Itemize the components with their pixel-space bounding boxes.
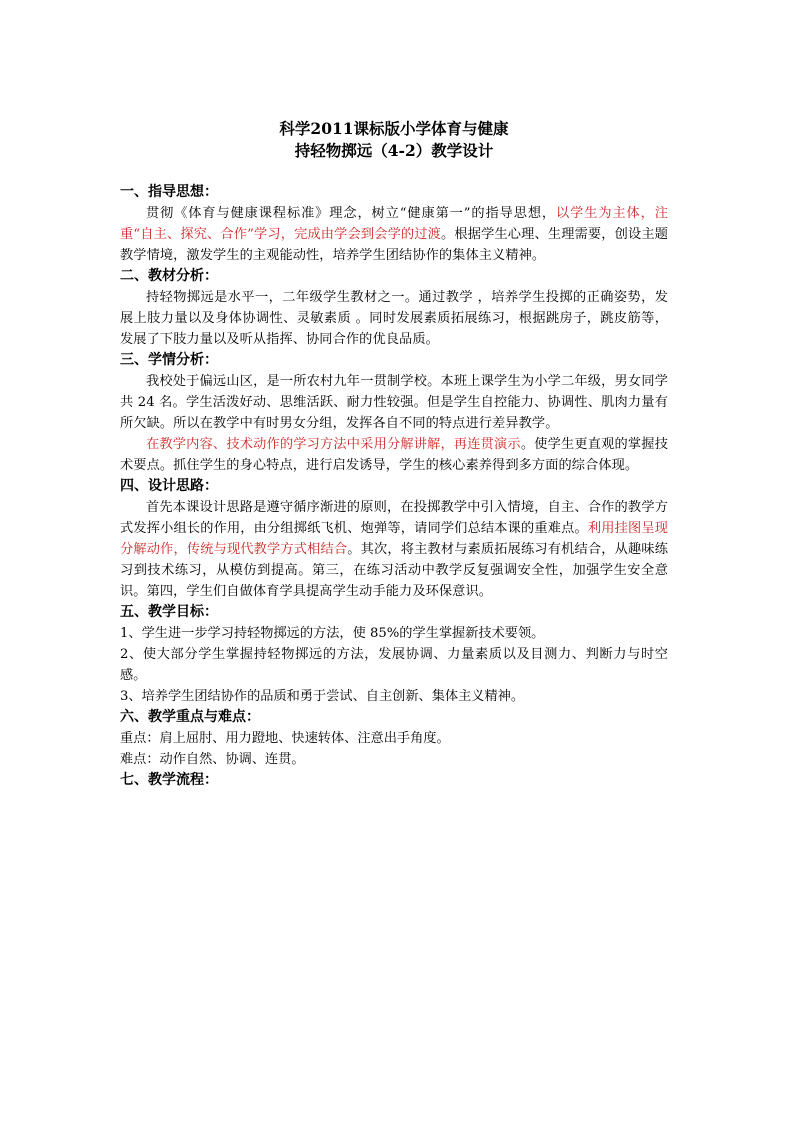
section-paragraph-guiding-ideology [120, 203, 668, 266]
goal-item: 1、学生进一步学习持轻物掷远的方法，使 85%的学生掌握新技术要领。 [120, 626, 545, 641]
highlight-text: 以学生为主体，注重“自主、探究、合作”学习，完成由学会到会学的过渡 [120, 206, 668, 242]
text-run: 。根据学生心理、生理需要，创设主题教学情境，激发学生的主观能动性，培养学生团结协作的集体主义精神。 [120, 227, 668, 263]
section-heading-student-analysis: 三、学情分析： [120, 352, 218, 368]
section-heading-key-difficult-points: 六、教学重点与难点： [120, 709, 260, 725]
key-point-text: 重点：肩上屈肘、用力蹬地、快速转体、注意出手角度。 [120, 731, 450, 746]
difficult-point-text: 难点：动作自然、协调、连贯。 [120, 752, 305, 767]
text-run: 。其次，将主教材与素质拓展练习有机结合，从趣味练习到技术练习，从模仿到提高。第三，在练习活动中教学反复强调安全性，加强学生安全意识。第四，学生们自做体育学具提高学生动手能力及环保意识。 [120, 542, 668, 599]
section-heading-teaching-goals: 五、教学目标： [120, 604, 218, 620]
section-heading-guiding-ideology: 一、指导思想： [120, 184, 218, 200]
text-run: 首先本课设计思路是遵守循序渐进的原则，在投掷教学中引入情境，自主、合作的教学方式发挥小组长的作用，由分组掷纸飞机、炮弹等，请同学们总结本课的重难点。 [120, 500, 668, 536]
highlight-text: 利用挂图呈现分解动作，传统与现代教学方式相结合 [120, 521, 668, 557]
document-title-line1: 科学2011课标版小学体育与健康 [279, 119, 509, 138]
section-heading-teaching-process: 七、教学流程： [120, 772, 218, 788]
text-run: 贯彻《体育与健康课程标准》理念，树立“健康第一”的指导思想， [146, 206, 557, 221]
document-title-line2: 持轻物掷远（4-2）教学设计 [294, 141, 494, 160]
section-paragraph-material-analysis: 持轻物掷远是水平一，二年级学生教材之一。通过教学 ，培养学生投掷的正确姿势，发展上肢力量以及身体协调性、灵敏素质 。同时发展素质拓展练习，根据跳房子，跳皮筋等，发展了下肢力量以及听从指挥、协同合作的优良品质。 [120, 290, 668, 347]
goal-item: 2、使大部分学生掌握持轻物掷远的方法，发展协调、力量素质以及目测力、判断力与时空感。 [120, 647, 668, 683]
document-page [120, 118, 668, 791]
section-paragraph-student-analysis-2 [120, 434, 668, 476]
section-heading-material-analysis: 二、教材分析： [120, 268, 218, 284]
title-spacer [120, 162, 668, 182]
section-paragraph-design-ideas [120, 497, 668, 602]
section-paragraph-student-analysis: 我校处于偏远山区，是一所农村九年一贯制学校。本班上课学生为小学二年级，男女同学共 24 名。学生活泼好动、思维活跃、耐力性较强。但是学生自控能力、协调性、肌肉力量有所欠缺。所以在教学中有时男女分组，发挥各自不同的特点进行差异教学。 [120, 374, 668, 431]
highlight-text: 在教学内容、技术动作的学习方法中采用分解讲解，再连贯演示 [146, 437, 521, 452]
text-run: 。使学生更直观的掌握技术要点。抓住学生的身心特点，进行启发诱导，学生的核心素养得到多方面的综合体现。 [120, 437, 668, 473]
section-heading-design-ideas: 四、设计思路： [120, 478, 218, 494]
goal-item: 3、培养学生团结协作的品质和勇于尝试、自主创新、集体主义精神。 [120, 689, 525, 704]
